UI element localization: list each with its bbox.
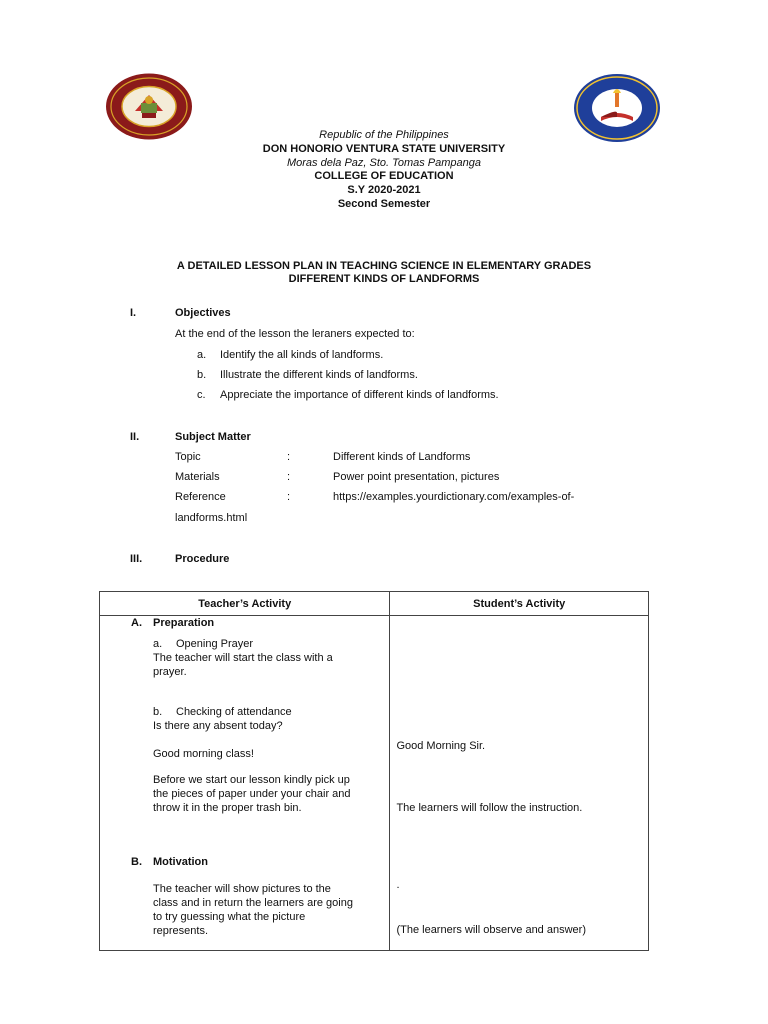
subject-label: Reference <box>175 491 226 503</box>
subject-label: Topic <box>175 451 201 463</box>
student-placeholder-dot: . <box>396 879 400 891</box>
student-observe: (The learners will observe and answer) <box>396 924 586 936</box>
student-response: The learners will follow the instruction. <box>396 802 583 814</box>
subject-matter-heading: Subject Matter <box>175 431 251 443</box>
school-year: S.Y 2020-2021 <box>347 184 421 196</box>
objective-item: Identify the all kinds of landforms. <box>220 349 384 361</box>
objective-item: Appreciate the importance of different kinds of landforms. <box>220 389 499 401</box>
reference-link[interactable]: https://examples.yourdictionary.com/examples-of- <box>333 491 575 503</box>
objectives-intro: At the end of the lesson the leraners expected to: <box>175 328 415 340</box>
teacher-activity-cell <box>100 616 390 951</box>
motivation-text: class and in return the learners are going <box>153 897 353 909</box>
opening-prayer-title: Opening Prayer <box>176 638 254 650</box>
subject-separator: : <box>287 451 291 463</box>
lesson-plan-title: A DETAILED LESSON PLAN IN TEACHING SCIENCE IN ELEMENTARY GRADES <box>176 260 592 272</box>
objective-letter: c. <box>197 389 206 401</box>
university-address: Moras dela Paz, Sto. Tomas Pampanga <box>286 157 482 169</box>
reference-link-continued[interactable]: landforms.html <box>175 512 248 524</box>
attendance-question: Is there any absent today? <box>153 720 283 732</box>
subject-separator: : <box>287 491 291 503</box>
motivation-letter: B. <box>131 856 142 868</box>
teacher-instruction: the pieces of paper under your chair and <box>153 788 351 800</box>
objectives-heading: Objectives <box>175 307 231 319</box>
subject-label: Materials <box>175 471 220 483</box>
activity-table <box>99 591 649 951</box>
college-name: COLLEGE OF EDUCATION <box>314 170 454 182</box>
preparation-title: Preparation <box>153 617 215 629</box>
semester: Second Semester <box>337 198 431 210</box>
preparation-letter: A. <box>131 617 142 629</box>
republic-line: Republic of the Philippines <box>319 129 449 141</box>
teacher-instruction: throw it in the proper trash bin. <box>153 802 302 814</box>
teacher-greeting: Good morning class! <box>153 748 254 760</box>
objectives-number: I. <box>130 307 137 319</box>
teacher-activity-header: Teacher’s Activity <box>100 592 390 616</box>
motivation-text: represents. <box>153 925 209 937</box>
student-activity-header: Student’s Activity <box>390 592 649 616</box>
subject-separator: : <box>287 471 291 483</box>
objective-item: Illustrate the different kinds of landforms. <box>220 369 418 381</box>
procedure-number: III. <box>130 553 143 565</box>
opening-prayer-text: prayer. <box>153 666 187 678</box>
subject-value: Power point presentation, pictures <box>333 471 500 483</box>
attendance-title: Checking of attendance <box>176 706 292 718</box>
lesson-plan-topic: DIFFERENT KINDS OF LANDFORMS <box>288 273 480 285</box>
student-activity-cell <box>390 616 649 951</box>
objective-letter: a. <box>197 349 207 361</box>
subject-matter-number: II. <box>130 431 140 443</box>
subject-value: Different kinds of Landforms <box>333 451 471 463</box>
attendance-letter: b. <box>153 706 163 718</box>
student-greeting: Good Morning Sir. <box>396 740 486 752</box>
objective-letter: b. <box>197 369 207 381</box>
motivation-text: to try guessing what the picture <box>153 911 306 923</box>
motivation-text: The teacher will show pictures to the <box>153 883 331 895</box>
university-name: DON HONORIO VENTURA STATE UNIVERSITY <box>262 143 506 155</box>
procedure-heading: Procedure <box>175 553 230 565</box>
opening-prayer-letter: a. <box>153 638 163 650</box>
teacher-instruction: Before we start our lesson kindly pick up <box>153 774 350 786</box>
opening-prayer-text: The teacher will start the class with a <box>153 652 333 664</box>
motivation-title: Motivation <box>153 856 208 868</box>
